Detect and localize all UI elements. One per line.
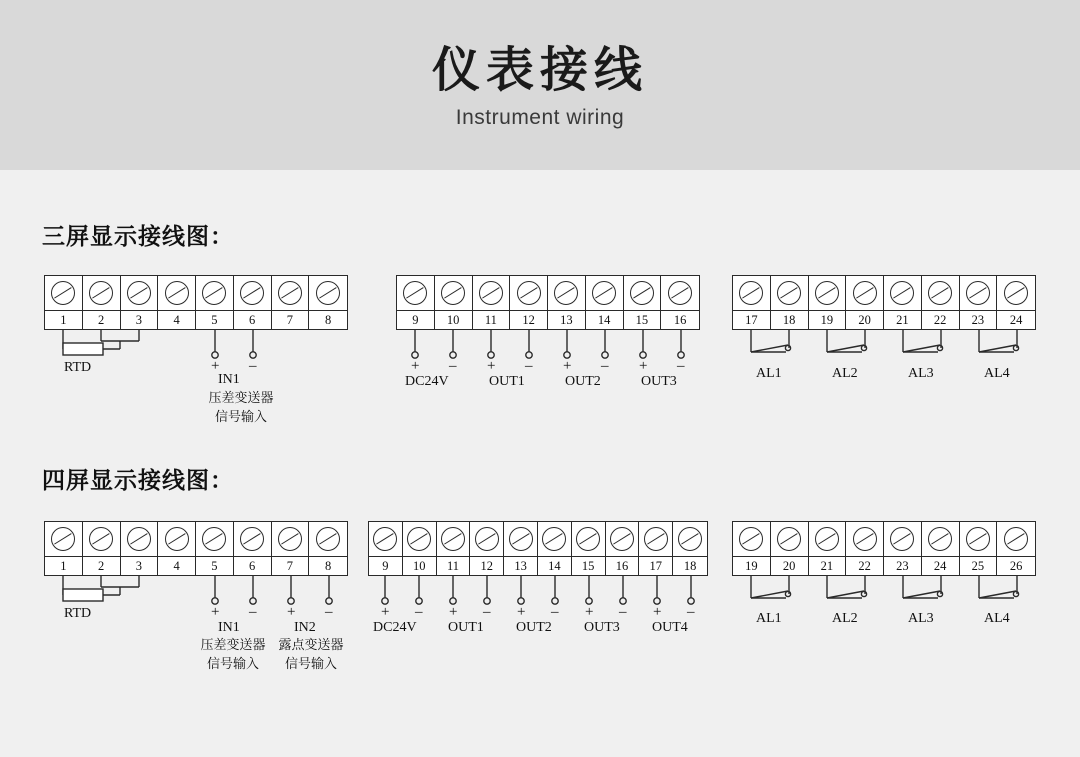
terminal-number: 10 bbox=[412, 558, 426, 573]
label-dc24v-2: DC24V bbox=[373, 620, 417, 635]
page-subtitle: Instrument wiring bbox=[455, 106, 625, 129]
terminal-number: 12 bbox=[480, 558, 494, 573]
terminal-number: 16 bbox=[615, 558, 629, 573]
terminal-number: 11 bbox=[484, 312, 497, 327]
label-out1-minus-2: – bbox=[483, 604, 491, 620]
label-in1: IN1 bbox=[218, 372, 240, 387]
terminal-number: 17 bbox=[745, 312, 758, 327]
label-in1-2: IN1 bbox=[218, 620, 240, 635]
label-out2-plus: + bbox=[563, 358, 572, 374]
label-rtd-1: RTD bbox=[64, 360, 92, 375]
label-dc24v-minus: – bbox=[449, 358, 457, 374]
label-out1: OUT1 bbox=[489, 374, 525, 389]
terminal-number: 3 bbox=[135, 558, 142, 573]
label-dc24v-plus: + bbox=[411, 358, 420, 374]
label-out3: OUT3 bbox=[641, 374, 677, 389]
terminal-number: 20 bbox=[782, 558, 796, 573]
label-in1-note2-line2: 信号输入 bbox=[206, 657, 259, 672]
label-dc24v: DC24V bbox=[405, 374, 449, 389]
label-out3-minus-2: – bbox=[619, 604, 627, 620]
label-al3-2: AL3 bbox=[908, 611, 934, 626]
label-in1-plus-2: + bbox=[211, 604, 220, 620]
terminal-number: 15 bbox=[635, 312, 649, 327]
label-out3-plus: + bbox=[639, 358, 648, 374]
terminal-number: 3 bbox=[135, 312, 142, 327]
terminal-number: 20 bbox=[858, 312, 871, 327]
label-out1-2: OUT1 bbox=[448, 620, 484, 635]
label-out3-minus: – bbox=[677, 358, 685, 374]
label-rtd-2: RTD bbox=[64, 606, 92, 621]
label-in2-note-line2: 信号输入 bbox=[284, 657, 337, 672]
terminal-number: 18 bbox=[683, 558, 697, 573]
terminal-number: 18 bbox=[782, 312, 796, 327]
page-title: 仪表接线 bbox=[431, 42, 648, 98]
terminal-number: 12 bbox=[522, 312, 535, 327]
terminal-number: 17 bbox=[649, 558, 663, 573]
terminal-number: 25 bbox=[971, 558, 985, 573]
label-al4-2: AL4 bbox=[984, 611, 1010, 626]
terminal-number: 1 bbox=[60, 558, 67, 573]
label-out2-plus-2: + bbox=[517, 604, 526, 620]
label-out1-minus: – bbox=[525, 358, 533, 374]
label-in2-note-line1: 露点变送器 bbox=[278, 638, 344, 653]
terminal-number: 7 bbox=[286, 558, 293, 573]
terminal-number: 21 bbox=[820, 558, 834, 573]
terminal-number: 5 bbox=[211, 558, 218, 573]
terminal-number: 22 bbox=[858, 558, 871, 573]
terminal-number: 5 bbox=[211, 312, 218, 327]
terminal-number: 10 bbox=[446, 312, 460, 327]
label-in1-note-line1: 压差变送器 bbox=[208, 391, 274, 406]
label-in1-minus-2: – bbox=[249, 604, 257, 620]
label-out2-minus: – bbox=[601, 358, 609, 374]
terminal-number: 8 bbox=[325, 558, 332, 573]
terminal-number: 4 bbox=[173, 312, 180, 327]
terminal-number: 1 bbox=[60, 312, 67, 327]
label-in1-note2-line1: 压差变送器 bbox=[200, 638, 266, 653]
terminal-number: 14 bbox=[548, 558, 561, 573]
terminal-number: 11 bbox=[446, 558, 460, 573]
terminal-number: 24 bbox=[1009, 312, 1023, 327]
terminal-number: 2 bbox=[98, 312, 105, 327]
label-in2: IN2 bbox=[294, 620, 316, 635]
label-in2-plus: + bbox=[287, 604, 296, 620]
label-al4: AL4 bbox=[984, 366, 1010, 381]
label-in1-minus: – bbox=[249, 358, 257, 374]
terminal-number: 26 bbox=[1009, 558, 1023, 573]
terminal-number: 7 bbox=[286, 312, 293, 327]
label-al2-2: AL2 bbox=[832, 611, 858, 626]
label-al1-2: AL1 bbox=[756, 611, 782, 626]
terminal-number: 24 bbox=[933, 558, 947, 573]
terminal-number: 15 bbox=[581, 558, 595, 573]
label-out3-plus-2: + bbox=[585, 604, 594, 620]
terminal-number: 9 bbox=[382, 558, 389, 573]
label-al3: AL3 bbox=[908, 366, 934, 381]
terminal-number: 4 bbox=[173, 558, 180, 573]
terminal-number: 9 bbox=[412, 312, 419, 327]
label-al2: AL2 bbox=[832, 366, 858, 381]
label-out4-plus: + bbox=[653, 604, 662, 620]
label-out2: OUT2 bbox=[565, 374, 601, 389]
terminal-number: 21 bbox=[896, 312, 909, 327]
label-out2-2: OUT2 bbox=[516, 620, 552, 635]
terminal-number: 22 bbox=[933, 312, 947, 327]
section-title-three-screen: 三屏显示接线图： bbox=[42, 224, 234, 250]
terminal-number: 2 bbox=[98, 558, 105, 573]
label-al1: AL1 bbox=[756, 366, 782, 381]
terminal-number: 14 bbox=[597, 312, 611, 327]
label-in2-minus: – bbox=[325, 604, 333, 620]
label-in1-plus: + bbox=[211, 358, 220, 374]
label-out2-minus-2: – bbox=[551, 604, 559, 620]
label-dc24v-minus-2: – bbox=[415, 604, 423, 620]
label-dc24v-plus-2: + bbox=[381, 604, 390, 620]
terminal-number: 13 bbox=[514, 558, 527, 573]
terminal-number: 8 bbox=[325, 312, 332, 327]
label-out1-plus-2: + bbox=[449, 604, 458, 620]
terminal-number: 23 bbox=[971, 312, 985, 327]
terminal-number: 13 bbox=[560, 312, 573, 327]
label-out3-2: OUT3 bbox=[584, 620, 620, 635]
terminal-number: 16 bbox=[673, 312, 687, 327]
terminal-number: 19 bbox=[745, 558, 758, 573]
terminal-number: 19 bbox=[820, 312, 834, 327]
terminal-number: 23 bbox=[896, 558, 909, 573]
label-out4-minus: – bbox=[687, 604, 695, 620]
terminal-number: 6 bbox=[249, 312, 256, 327]
label-out4: OUT4 bbox=[652, 620, 688, 635]
label-in1-note-line2: 信号输入 bbox=[214, 410, 267, 425]
section-title-four-screen: 四屏显示接线图： bbox=[42, 468, 234, 494]
label-out1-plus: + bbox=[487, 358, 496, 374]
terminal-number: 6 bbox=[249, 558, 256, 573]
